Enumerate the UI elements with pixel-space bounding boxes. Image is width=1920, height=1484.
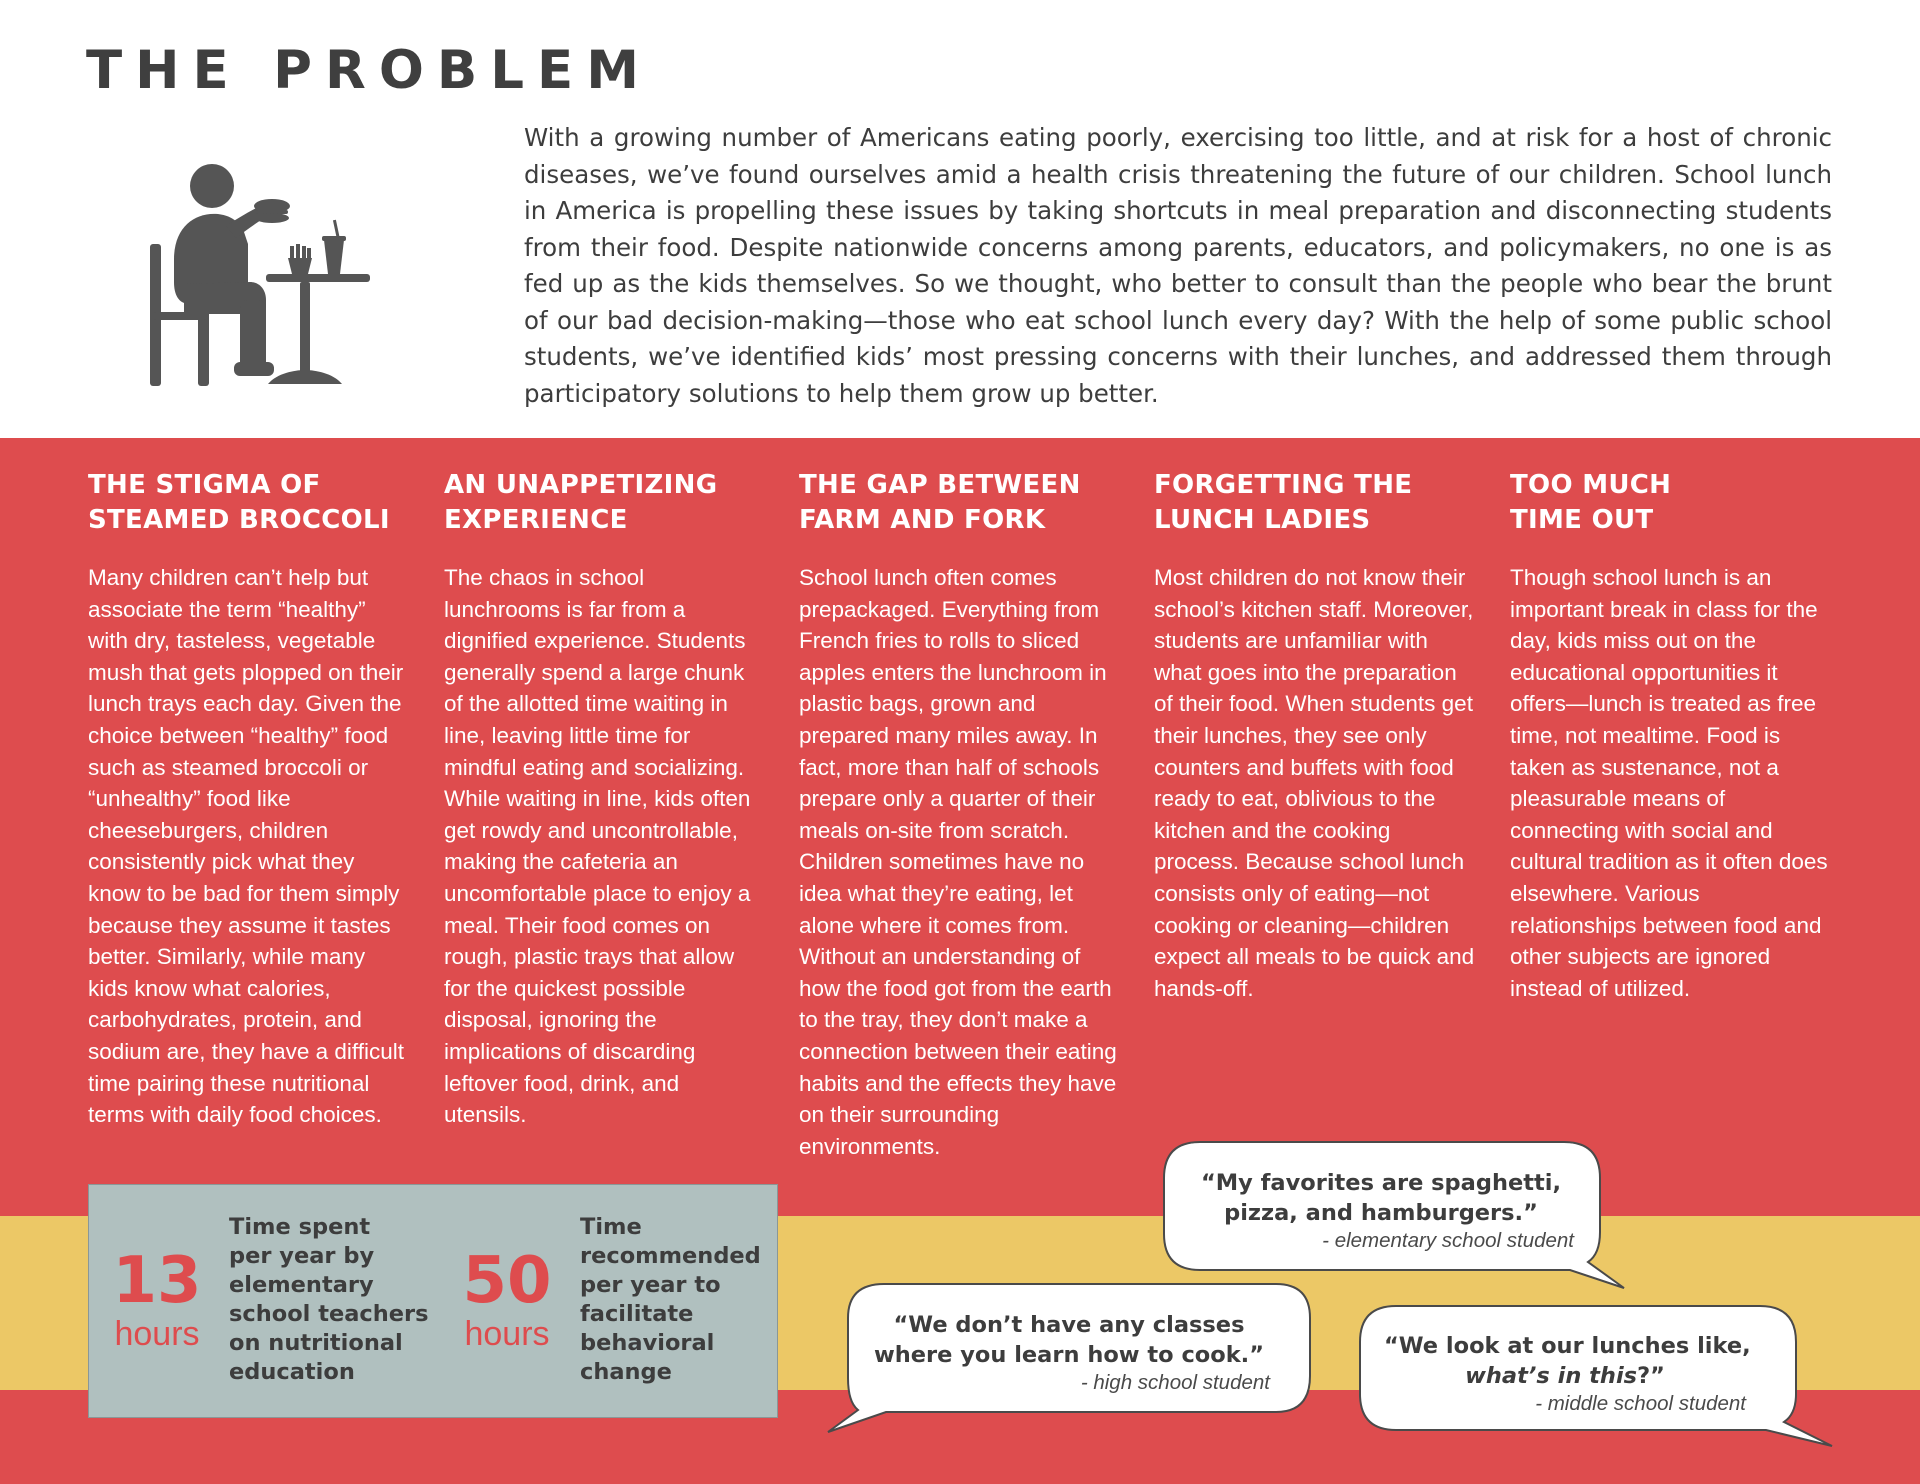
stat-description-line: elementary <box>229 1272 374 1298</box>
stat-description-line: education <box>229 1359 355 1385</box>
column-title-line: STEAMED BROCCOLI <box>88 505 390 535</box>
quote-line: “We look at our lunches like, <box>1384 1333 1751 1359</box>
quote-emphasis: what’s in this <box>1465 1363 1638 1389</box>
quote-line: pizza, and hamburgers.” <box>1224 1200 1538 1226</box>
quote-line: where you learn how to cook.” <box>873 1342 1265 1368</box>
quote-line-emphasis <box>1384 1361 1746 1391</box>
stat-description-line: facilitate <box>580 1301 694 1327</box>
column-title-line: LUNCH LADIES <box>1154 505 1371 535</box>
stat-description-line: Time spent <box>229 1214 371 1240</box>
column-body: Though school lunch is an important break in class for the day, kids miss out on the educational opportunities it offers—lunch is treated as free time, not mealtime. Food is taken as sustenance, not a pleasurable means of connecting with social and cultural tradition as it often does elsewhere. Various relationships between food and other subjects are ignored instead of utilized. <box>1510 565 1828 1001</box>
quote-text <box>1384 1331 1751 1391</box>
column-body: Many children can’t help but associate the term “healthy” with dry, tasteless, vegetable mush that gets plopped on their lunch trays each day. Given the choice between “healthy” food such as steamed broccoli or “unhealthy” food like cheeseburgers, children consistently pick what they know to be bad for them simply because they assume it tastes better. Similarly, while many kids know what calories, carbohydrates, protein, and sodium are, they have a difficult time pairing these nutritional terms with daily food choices. <box>88 565 405 1128</box>
stat-unit: hours <box>464 1315 550 1353</box>
intro-paragraph: With a growing number of Americans eating poorly, exercising too little, and at risk for a host of chronic diseases, we’ve found ourselves amid a health crisis threatening the future of our children. School lunch in America is propelling these issues by taking shortcuts in meal preparation and disconnecting students from their food. Despite nationwide concerns among parents, educators, and policymakers, no one is as fed up as the kids themselves. So we thought, who better to consult than the people who bear the brunt of our bad decision-making—those who eat school lunch every day? With the help of some public school students, we’ve identified kids’ most pressing concerns with their lunches, and addressed them through participatory solutions to help them grow up better. <box>524 123 1832 408</box>
column-title-line: TOO MUCH <box>1510 470 1672 500</box>
quote-attribution: - elementary school student <box>1322 1229 1574 1252</box>
column-title-line: FORGETTING THE <box>1154 470 1413 500</box>
stat-description-line: Time <box>580 1214 642 1240</box>
stat-description-line: per year to <box>580 1272 721 1298</box>
quote-attribution: - middle school student <box>1535 1392 1746 1415</box>
stat-description-line: on nutritional <box>229 1330 403 1356</box>
quote-line: “My favorites are spaghetti, <box>1200 1170 1562 1196</box>
column-title-line: EXPERIENCE <box>444 505 628 535</box>
quote-tail: ?” <box>1637 1363 1665 1389</box>
column-title-line: TIME OUT <box>1510 505 1654 535</box>
stat-number: 50 <box>462 1244 552 1318</box>
stat-description-line: school teachers <box>229 1301 429 1327</box>
stat-description-line: per year by <box>229 1243 375 1269</box>
quote-text <box>1188 1168 1574 1228</box>
quote-middle-school <box>1384 1331 1751 1416</box>
column-title-line: AN UNAPPETIZING <box>444 470 718 500</box>
quote-line: “We don’t have any classes <box>893 1312 1245 1338</box>
column-title-line: FARM AND FORK <box>799 505 1046 535</box>
column-title-line: THE GAP BETWEEN <box>799 470 1081 500</box>
stat-number: 13 <box>112 1244 202 1318</box>
stat-description-line: behavioral <box>580 1330 715 1356</box>
stat-description-line: recommended <box>580 1243 761 1269</box>
column-body: The chaos in school lunchrooms is far from a dignified experience. Students generally spend a large chunk of the allotted time waiting in line, leaving little time for mindful eating and socializing. While waiting in line, kids often get rowdy and uncontrollable, making the cafeteria an uncomfortable place to enjoy a meal. Their food comes on rough, plastic trays that allow for the quickest possible disposal, ignoring the implications of discarding leftover food, drink, and utensils. <box>444 565 751 1128</box>
stat-description-line: change <box>580 1359 672 1385</box>
quote-elementary <box>1188 1168 1574 1253</box>
column-title-line: THE STIGMA OF <box>88 470 321 500</box>
column-body: School lunch often comes prepackaged. Everything from French fries to rolls to sliced apples enters the lunchroom in plastic bags, grown and prepared many miles away. In fact, more than half of schools prepare only a quarter of their meals on-site from scratch. Children sometimes have no idea what they’re eating, let alone where it comes from. Without an understanding of how the food got from the earth to the tray, they don’t make a connection between their eating habits and the effects they have on their surrounding environments. <box>799 565 1117 1159</box>
page-title: THE PROBLEM <box>86 40 652 101</box>
stat-unit: hours <box>114 1315 200 1353</box>
quote-text <box>868 1310 1270 1370</box>
quote-high-school <box>868 1310 1270 1395</box>
column-body: Most children do not know their school’s kitchen staff. Moreover, students are unfamiliar with what goes into the preparation of their food. When students get their lunches, they see only counters and buffets with food ready to eat, oblivious to the kitchen and the cooking process. Because school lunch consists only of eating—not cooking or cleaning—children expect all meals to be quick and hands-off. <box>1154 565 1475 1001</box>
quote-attribution: - high school student <box>1080 1371 1270 1394</box>
